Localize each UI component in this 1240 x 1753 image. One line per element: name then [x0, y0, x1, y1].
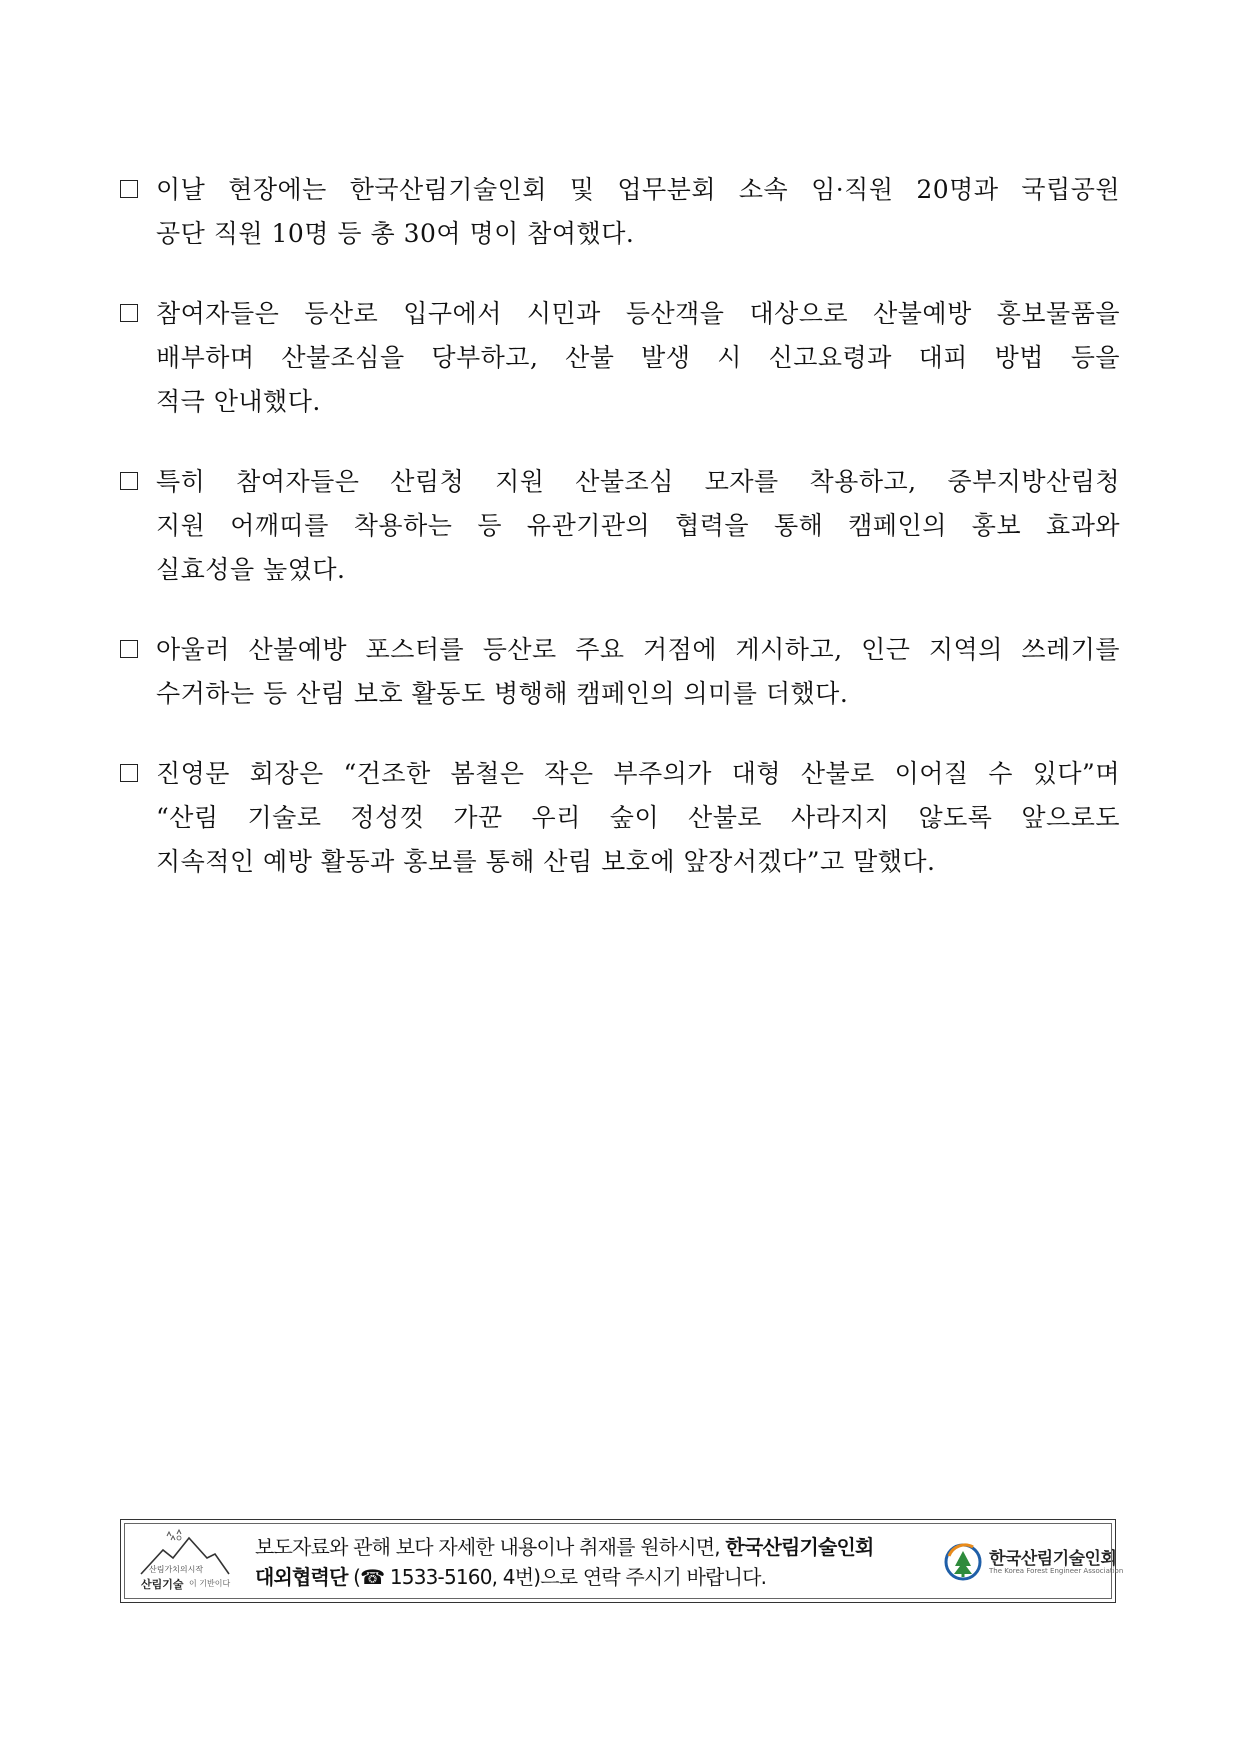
contact-notice: [255, 1532, 874, 1592]
contact-line-1: 보도자료와 관해 보다 자세한 내용이나 취재를 원하시면, 한국산림기술인회: [255, 1535, 874, 1559]
org-name-bold: 한국산림기술인회: [725, 1535, 874, 1559]
paragraph-1: [120, 168, 1120, 256]
paragraph-4: [120, 628, 1120, 716]
slogan-top-text: 산림가치의시작: [149, 1565, 204, 1574]
paragraph-5: [120, 752, 1120, 884]
org-logo-english: The Korea Forest Engineer Association: [989, 1567, 1124, 1575]
text-line: 공단 직원 10명 등 총 30여 명이 참여했다.: [156, 219, 635, 248]
text-line: 수거하는 등 산림 보호 활동도 병행해 캠페인의 의미를 더했다.: [156, 679, 849, 708]
text-line: 특히 참여자들은 산림청 지원 산불조심 모자를 착용하고, 중부지방산림청: [156, 467, 1120, 496]
contact-footer-box: [120, 1519, 1124, 1603]
text-line: 진영문 회장은 “건조한 봄철은 작은 부주의가 대형 산불로 이어질 수 있다”며: [156, 759, 1120, 788]
text-line: 적극 안내했다.: [156, 387, 321, 416]
text-line: 지원 어깨띠를 착용하는 등 유관기관의 협력을 통해 캠페인의 홍보 효과와: [156, 511, 1120, 540]
contact-line-2: 대외협력단 (☎ 1533-5160, 4번)으로 연락 주시기 바랍니다.: [255, 1565, 767, 1589]
checkbox-bullet-icon: [120, 640, 138, 658]
paragraph-2: [120, 292, 1120, 424]
slogan-tail-text: 이 기반이다: [189, 1579, 231, 1588]
press-release-body: [120, 168, 1120, 920]
checkbox-bullet-icon: [120, 180, 138, 198]
checkbox-bullet-icon: [120, 764, 138, 782]
text-line: 아울러 산불예방 포스터를 등산로 주요 거점에 게시하고, 인근 지역의 쓰레기를: [156, 635, 1120, 664]
text-line: 이날 현장에는 한국산림기술인회 및 업무분회 소속 임·직원 20명과 국립공원: [156, 175, 1120, 204]
forest-emblem-icon: [943, 1542, 983, 1582]
text-line: 배부하며 산불조심을 당부하고, 산불 발생 시 신고요령과 대피 방법 등을: [156, 343, 1120, 372]
text-line: 지속적인 예방 활동과 홍보를 통해 산림 보호에 앞장서겠다”고 말했다.: [156, 847, 936, 876]
paragraph-3: [120, 460, 1120, 592]
slogan-logo: [133, 1528, 233, 1596]
slogan-main-text: 산림기술: [141, 1578, 184, 1591]
text-line: 참여자들은 등산로 입구에서 시민과 등산객을 대상으로 산불예방 홍보물품을: [156, 299, 1120, 328]
team-name-bold: 대외협력단: [255, 1565, 348, 1589]
text-line: “산림 기술로 정성껏 가꾼 우리 숲이 산불로 사라지지 않도록 앞으로도: [156, 803, 1120, 832]
checkbox-bullet-icon: [120, 304, 138, 322]
org-logo-name: 한국산림기술인회: [989, 1549, 1117, 1569]
org-logo: [943, 1540, 1124, 1584]
text-line: 실효성을 높였다.: [156, 555, 346, 584]
phone-number: (☎ 1533-5160, 4번): [347, 1565, 541, 1589]
checkbox-bullet-icon: [120, 472, 138, 490]
